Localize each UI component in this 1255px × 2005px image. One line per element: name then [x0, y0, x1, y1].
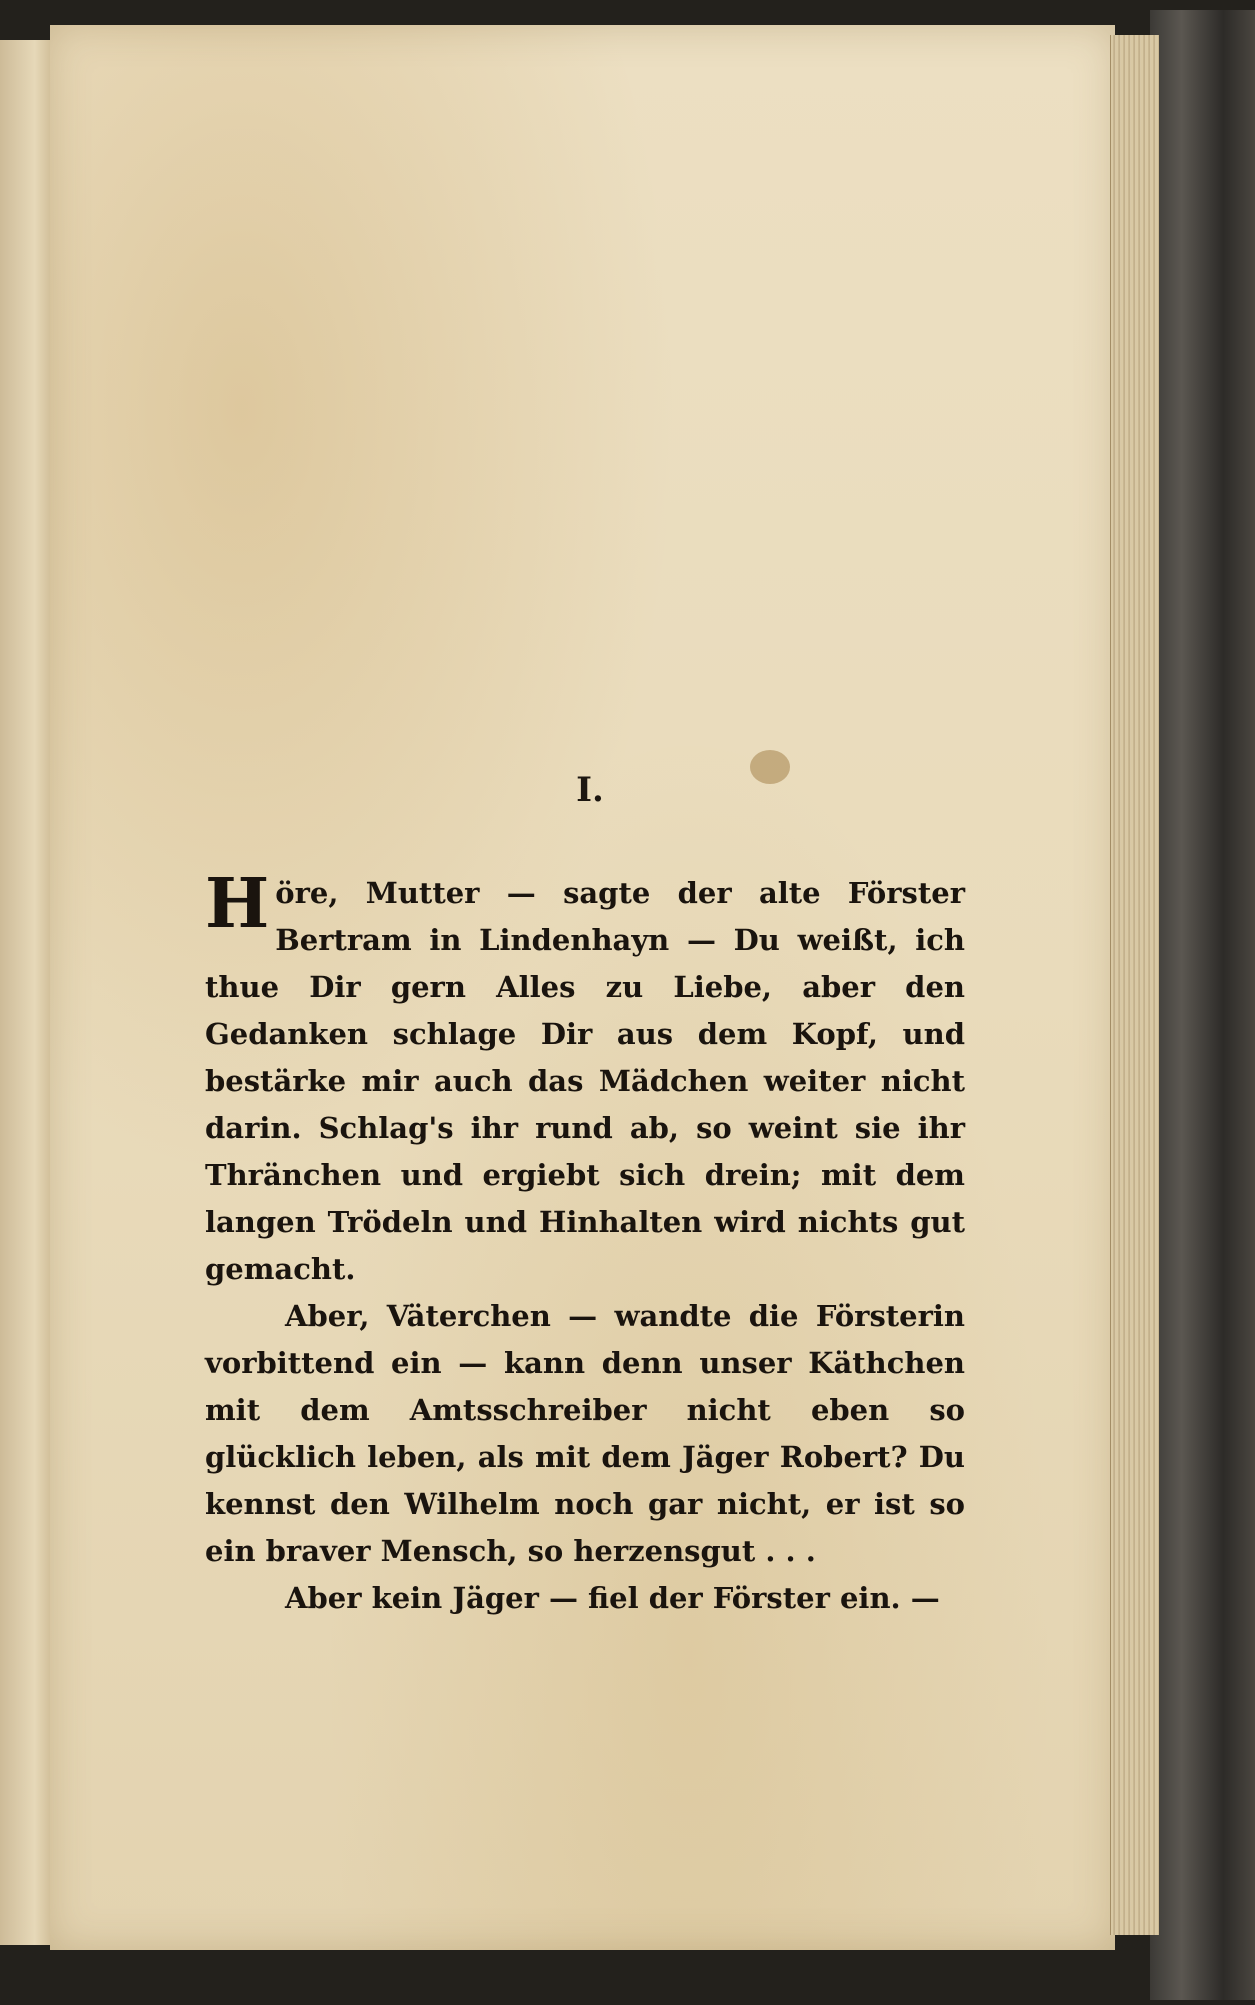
book-cover-edge	[1150, 10, 1255, 2000]
paragraph-1	[205, 864, 965, 1293]
paragraph-3: Aber kein Jäger — fiel der Förster ein. —	[285, 1581, 940, 1615]
page-stack-edge	[1110, 35, 1159, 1935]
book-page	[50, 25, 1115, 1950]
paragraph-1-text: öre, Mutter — sagte der alte Förster Bertram in Lindenhayn — Du weißt, ich thue Dir gern Alles zu Liebe, aber den Gedanken schlage Dir aus dem Kopf, und bestärke mir auch das Mädchen weiter nicht darin. Schlag's ihr rund ab, so weint sie ihr Thränchen und ergiebt sich drein; mit dem langen Trödeln und Hinhalten wird nichts gut gemacht.	[205, 876, 965, 1286]
chapter-number: I.	[576, 770, 604, 810]
drop-initial: H	[205, 864, 270, 944]
paper-stain	[750, 750, 790, 784]
paragraph-2: Aber, Väterchen — wandte die Försterin vorbittend ein — kann denn unser Käthchen mit dem Amtsschreiber nicht eben so glücklich leben, als mit dem Jäger Robert? Du kennst den Wilhelm noch gar nicht, er ist so ein braver Mensch, so herzensgut . . .	[205, 1299, 965, 1568]
body-text	[205, 864, 965, 1622]
